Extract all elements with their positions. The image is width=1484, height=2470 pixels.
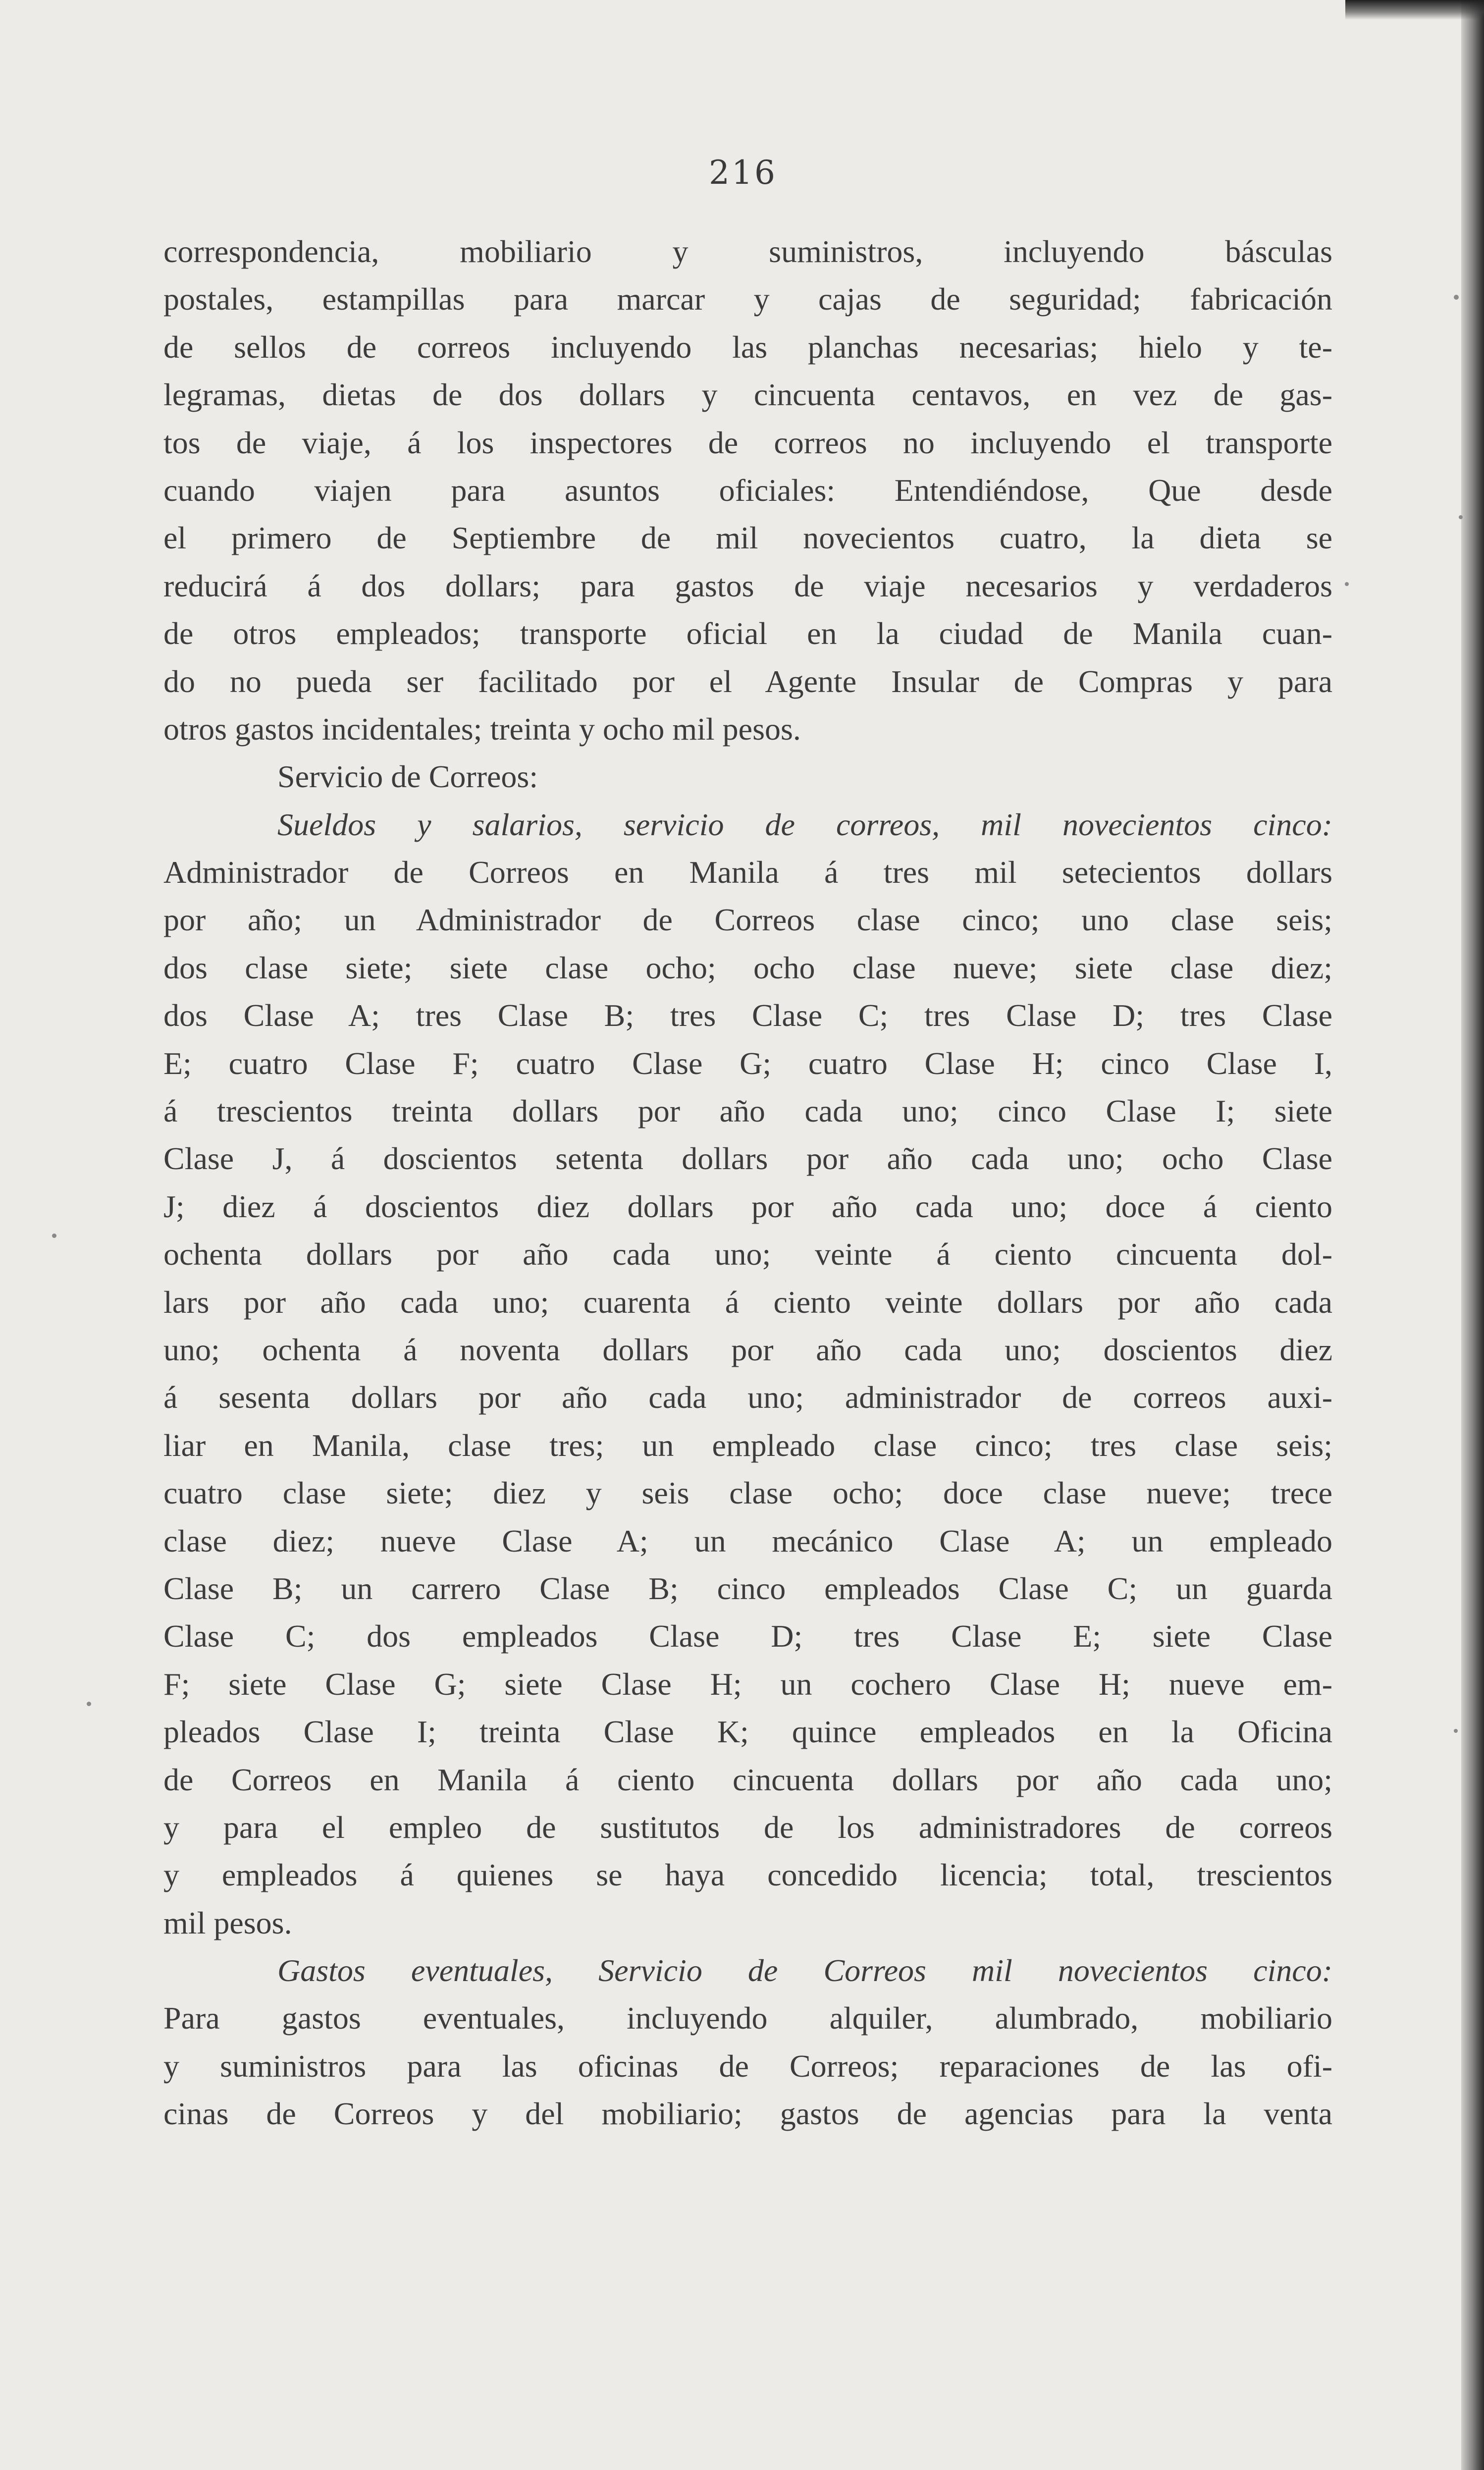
text-line: cuando viajen para asuntos oficiales: Entendiéndose, Que desde xyxy=(163,472,1332,508)
text-line: Sueldos y salarios, servicio de correos, mil novecientos cinco: xyxy=(277,806,1332,842)
text-line: de sellos de correos incluyendo las planchas necesarias; hielo y te- xyxy=(163,329,1332,365)
text-line: Servicio de Correos: xyxy=(277,759,538,795)
text-line: E; cuatro Clase F; cuatro Clase G; cuatro Clase H; cinco Clase I, xyxy=(163,1045,1332,1081)
text-line: á sesenta dollars por año cada uno; administrador de correos auxi- xyxy=(163,1380,1332,1415)
text-line: Clase J, á doscientos setenta dollars por año cada uno; ocho Clase xyxy=(163,1141,1332,1177)
text-line: correspondencia, mobiliario y suministros, incluyendo básculas xyxy=(163,234,1332,269)
text-line: reducirá á dos dollars; para gastos de viaje necesarios y verdaderos xyxy=(163,568,1332,603)
text-line: Clase B; un carrero Clase B; cinco empleados Clase C; un guarda xyxy=(163,1570,1332,1606)
body-text xyxy=(163,228,1332,2138)
text-line: liar en Manila, clase tres; un empleado clase cinco; tres clase seis; xyxy=(163,1427,1332,1463)
page-number: 216 xyxy=(709,154,777,192)
text-line: do no pueda ser facilitado por el Agente Insular de Compras y para xyxy=(163,663,1332,699)
text-line: cuatro clase siete; diez y seis clase ocho; doce clase nueve; trece xyxy=(163,1475,1332,1511)
paper-speck xyxy=(87,1702,91,1706)
text-line: Para gastos eventuales, incluyendo alquiler, alumbrado, mobiliario xyxy=(163,2000,1332,2036)
text-line: cinas de Correos y del mobiliario; gastos de agencias para la venta xyxy=(163,2096,1332,2132)
text-line: dos clase siete; siete clase ocho; ocho clase nueve; siete clase diez; xyxy=(163,950,1332,985)
text-line: postales, estampillas para marcar y cajas de seguridad; fabricación xyxy=(163,281,1332,317)
text-line: uno; ochenta á noventa dollars por año cada uno; doscientos diez xyxy=(163,1332,1332,1367)
text-line: dos Clase A; tres Clase B; tres Clase C; tres Clase D; tres Clase xyxy=(163,998,1332,1033)
text-line: Gastos eventuales, Servicio de Correos mil novecientos cinco: xyxy=(277,1953,1332,1988)
paper-speck xyxy=(1345,582,1349,586)
text-line: otros gastos incidentales; treinta y ocho mil pesos. xyxy=(163,711,801,747)
text-line: y para el empleo de sustitutos de los administradores de correos xyxy=(163,1809,1332,1845)
text-line: mil pesos. xyxy=(163,1905,292,1940)
text-line: y empleados á quienes se haya concedido licencia; total, trescientos xyxy=(163,1857,1332,1893)
paper-speck xyxy=(1459,515,1463,519)
binding-shadow xyxy=(1345,0,1484,20)
book-binding-edge xyxy=(1461,0,1484,2470)
text-line: F; siete Clase G; siete Clase H; un cochero Clase H; nueve em- xyxy=(163,1666,1332,1702)
paper-speck xyxy=(1454,1729,1458,1733)
text-line: legramas, dietas de dos dollars y cincuenta centavos, en vez de gas- xyxy=(163,377,1332,413)
text-line: Clase C; dos empleados Clase D; tres Clase E; siete Clase xyxy=(163,1618,1332,1654)
text-line: por año; un Administrador de Correos clase cinco; uno clase seis; xyxy=(163,902,1332,938)
paper-speck xyxy=(1454,295,1459,300)
text-line: clase diez; nueve Clase A; un mecánico Clase A; un empleado xyxy=(163,1523,1332,1558)
text-line: á trescientos treinta dollars por año cada uno; cinco Clase I; siete xyxy=(163,1093,1332,1129)
text-line: J; diez á doscientos diez dollars por año cada uno; doce á ciento xyxy=(163,1188,1332,1224)
text-line: ochenta dollars por año cada uno; veinte á ciento cincuenta dol- xyxy=(163,1236,1332,1272)
text-line: lars por año cada uno; cuarenta á ciento veinte dollars por año cada xyxy=(163,1284,1332,1320)
text-line: el primero de Septiembre de mil novecientos cuatro, la dieta se xyxy=(163,520,1332,556)
text-line: y suministros para las oficinas de Correos; reparaciones de las ofi- xyxy=(163,2048,1332,2084)
text-line: de Correos en Manila á ciento cincuenta dollars por año cada uno; xyxy=(163,1762,1332,1797)
text-line: de otros empleados; transporte oficial en la ciudad de Manila cuan- xyxy=(163,616,1332,651)
text-line: pleados Clase I; treinta Clase K; quince empleados en la Oficina xyxy=(163,1714,1332,1750)
paper-speck xyxy=(52,1234,56,1238)
text-line: tos de viaje, á los inspectores de correos no incluyendo el transporte xyxy=(163,425,1332,460)
text-line: Administrador de Correos en Manila á tres mil setecientos dollars xyxy=(163,855,1332,890)
